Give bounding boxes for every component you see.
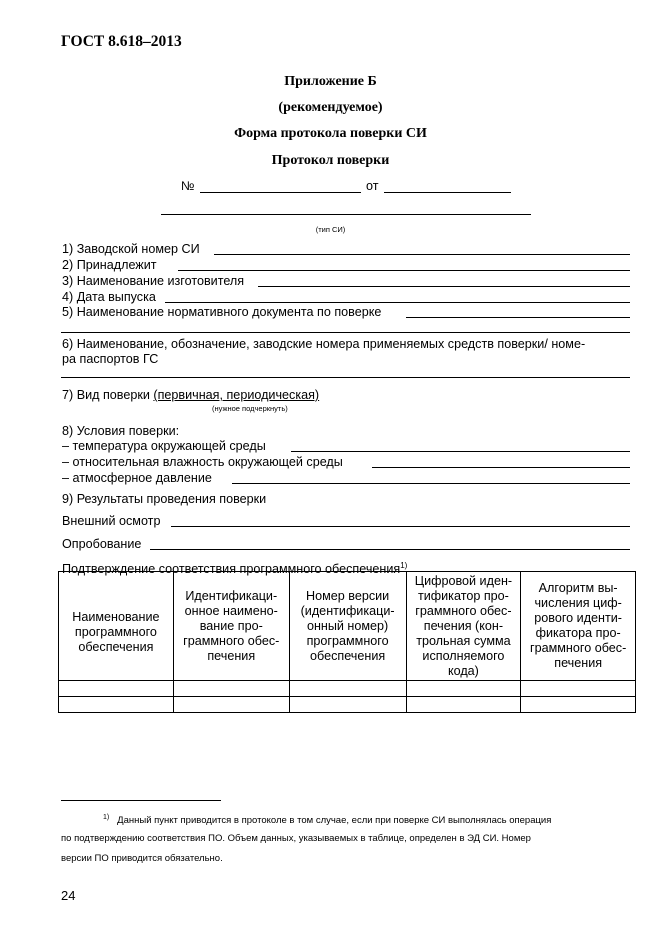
table-cell[interactable] (289, 681, 406, 697)
humidity-label: – относительная влажность окружающей среды (62, 455, 343, 469)
appendix-title: Приложение Б (284, 74, 377, 89)
footnote-marker: 1) (103, 814, 110, 821)
serial-number-field[interactable] (214, 254, 630, 255)
page-number: 24 (61, 888, 76, 903)
table-cell[interactable] (173, 681, 289, 697)
verification-type-label (62, 388, 319, 403)
table-header-row (59, 572, 636, 681)
document-header: ГОСТ 8.618–2013 (61, 33, 182, 50)
software-label-text: Подтверждение соответствия программного обеспечения (62, 562, 401, 577)
manufacturer-label: 3) Наименование изготовителя (62, 274, 245, 288)
column-header (173, 572, 289, 681)
footnote-line3: версии ПО приводится обязательно. (61, 853, 223, 864)
number-label: № (181, 179, 195, 193)
form-title: Форма протокола поверки СИ (234, 126, 427, 141)
footnote-text-1: Данный пункт приводится в протоколе в том случае, если при поверке СИ выполнялась операция (117, 815, 552, 827)
owner-field[interactable] (178, 270, 630, 271)
serial-number-label: 1) Заводской номер СИ (62, 242, 200, 256)
table-cell[interactable] (521, 697, 636, 713)
instruments-label-line2: ра паспортов ГС (62, 352, 159, 366)
column-header-digital-id: Цифровой иден- тификатор про- граммного обес- печения (кон- трольная сумма исполняемого кода) (414, 573, 513, 678)
table-cell[interactable] (173, 697, 289, 713)
software-footnote-ref: 1) (400, 561, 408, 570)
normative-doc-field-2[interactable] (61, 332, 630, 333)
software-table (58, 571, 636, 713)
normative-doc-field[interactable] (406, 317, 630, 318)
normative-doc-label: 5) Наименование нормативного документа по поверке (62, 305, 382, 319)
conditions-label: 8) Условия поверки: (62, 424, 180, 438)
temperature-label: – температура окружающей среды (62, 439, 266, 453)
underline-hint: (нужное подчеркнуть) (212, 404, 288, 413)
pressure-field[interactable] (232, 483, 630, 484)
instruments-field[interactable] (61, 377, 630, 378)
testing-field[interactable] (150, 549, 630, 550)
table-cell[interactable] (289, 697, 406, 713)
release-date-label: 4) Дата выпуска (62, 290, 156, 304)
number-field[interactable] (200, 192, 361, 193)
from-label: от (366, 179, 379, 193)
humidity-field[interactable] (372, 467, 630, 468)
visual-inspection-field[interactable] (171, 526, 630, 527)
table-row (59, 697, 636, 713)
appendix-status: (рекомендуемое) (278, 100, 383, 115)
date-field[interactable] (384, 192, 511, 193)
table-cell[interactable] (59, 697, 174, 713)
instruments-label-line1: 6) Наименование, обозначение, заводские номера применяемых средств поверки/ номе- (62, 337, 586, 351)
verification-type-prefix: 7) Вид поверки (62, 388, 154, 402)
table-cell[interactable] (521, 681, 636, 697)
footnote-separator (61, 800, 221, 801)
results-label: 9) Результаты проведения поверки (62, 492, 267, 506)
table-cell[interactable] (406, 697, 521, 713)
protocol-title: Протокол поверки (271, 153, 390, 168)
column-header-id-name: Идентификаци- онное наимено- вание про- граммного обес- печения (183, 588, 280, 663)
owner-label: 2) Принадлежит (62, 258, 157, 272)
temperature-field[interactable] (291, 451, 630, 452)
testing-label: Опробование (62, 537, 142, 551)
table-cell[interactable] (59, 681, 174, 697)
visual-inspection-label: Внешний осмотр (62, 514, 161, 528)
release-date-field[interactable] (165, 302, 630, 303)
verification-type-options[interactable]: (первичная, периодическая) (153, 388, 320, 402)
column-header (289, 572, 406, 681)
type-caption: (тип СИ) (315, 225, 346, 234)
column-header-version: Номер версии (идентификаци- онный номер) программного обеспечения (300, 588, 395, 663)
column-header-algorithm: Алгоритм вы- числения циф- рового иденти- фикатора про- граммного обес- печения (530, 581, 627, 670)
column-header (521, 572, 636, 681)
manufacturer-field[interactable] (258, 286, 630, 287)
footnote-line2: по подтверждению соответствия ПО. Объем данных, указываемых в таблице, определен в ЭД СИ. Номер (61, 833, 531, 844)
instrument-type-field[interactable] (161, 214, 531, 215)
pressure-label: – атмосферное давление (62, 471, 212, 485)
table-row (59, 681, 636, 697)
column-header (59, 572, 174, 681)
column-header (406, 572, 521, 681)
column-header-name: Наименование программного обеспечения (72, 609, 160, 654)
table-cell[interactable] (406, 681, 521, 697)
